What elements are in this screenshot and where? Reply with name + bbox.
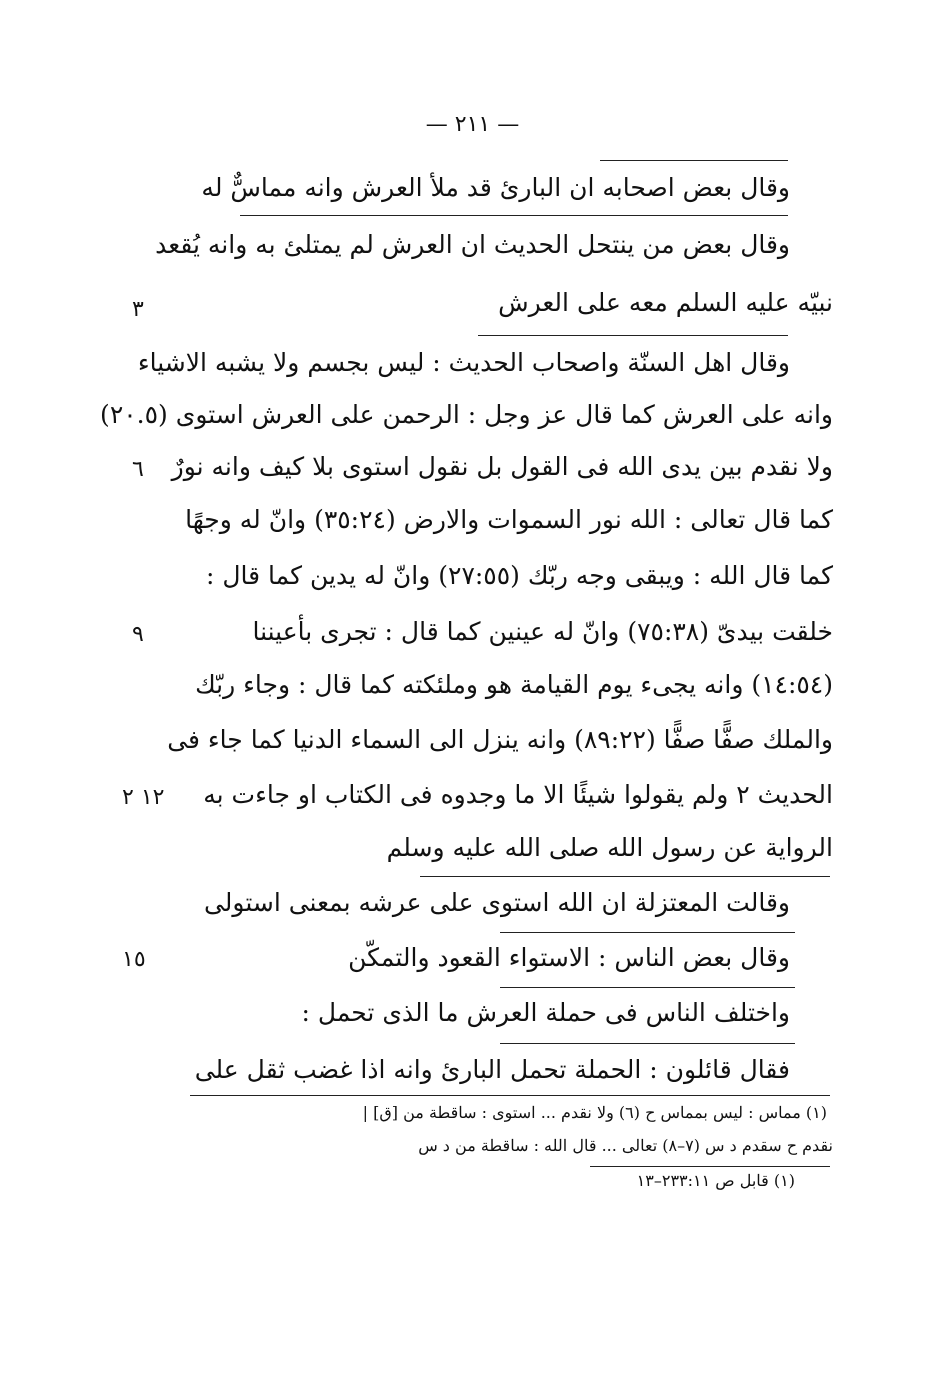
text-line: الحديث ٢ ولم يقولوا شيئًا الا ما وجدوه فى الكتاب او جاءت به xyxy=(203,780,833,809)
text-line: ولا نقدم بين يدى الله فى القول بل نقول استوى بلا كيف وانه نورٌ xyxy=(171,452,833,481)
paragraph-rule xyxy=(420,876,830,877)
margin-line-number: ٦ xyxy=(132,457,144,482)
margin-line-number: ١٥ xyxy=(122,947,146,972)
paragraph-rule xyxy=(500,932,795,933)
text-line: فقال قائلون : الحملة تحمل البارئ وانه اذا غضب ثقل على xyxy=(194,1055,790,1084)
paragraph-rule xyxy=(500,987,795,988)
paragraph-rule xyxy=(478,335,788,336)
margin-line-number: ٩ xyxy=(132,622,144,647)
footnote-rule xyxy=(590,1166,830,1167)
paragraph-rule xyxy=(240,215,788,216)
text-line: وقال بعض من ينتحل الحديث ان العرش لم يمتلئ به وانه يُقعد xyxy=(155,230,790,259)
text-line: نبيّه عليه السلم معه على العرش xyxy=(498,288,833,317)
text-line: وقال بعض الناس : الاستواء القعود والتمكّن xyxy=(348,943,790,972)
text-line: الرواية عن رسول الله صلى الله عليه وسلم xyxy=(386,833,833,862)
footnote-line: (١) قابل ص ٢٣٣:١١–١٣ xyxy=(636,1171,795,1190)
text-line: كما قال تعالى : الله نور السموات والارض (٣٥:٢٤) وانّ له وجهًا xyxy=(185,505,833,534)
text-line: كما قال الله : ويبقى وجه ربّك (٢٧:٥٥) وانّ له يدين كما قال : xyxy=(205,561,833,590)
text-line: وقال بعض اصحابه ان البارئ قد ملأ العرش وانه مماسٌّ له xyxy=(201,173,790,202)
paragraph-rule xyxy=(500,1043,795,1044)
text-line: خلقت بيدىّ (٧٥:٣٨) وانّ له عينين كما قال : تجرى بأعيننا xyxy=(252,617,833,646)
margin-line-number: ٣ xyxy=(132,297,144,322)
footnote-line: نقدم ح سقدم د س (٧–٨) تعالى ... قال الله : ساقطة من د س xyxy=(418,1136,833,1155)
text-line: وانه على العرش كما قال عز وجل : الرحمن على العرش استوى (٢٠.٥) xyxy=(100,400,833,429)
margin-line-number: ١٢ ٢ xyxy=(122,785,165,810)
text-line: واختلف الناس فى حملة العرش ما الذى تحمل : xyxy=(301,998,790,1027)
footnote-rule xyxy=(190,1095,830,1096)
text-line: (١٤:٥٤) وانه يجىء يوم القيامة هو وملئكته كما قال : وجاء ربّك xyxy=(195,670,833,699)
text-line: والملك صفًّا صفًّا (٨٩:٢٢) وانه ينزل الى السماء الدنيا كما جاء فى xyxy=(167,725,833,754)
text-line: وقالت المعتزلة ان الله استوى على عرشه بمعنى استولى xyxy=(203,888,790,917)
paragraph-rule xyxy=(600,160,788,161)
page-number: — ٢١١ — xyxy=(425,112,520,137)
footnote-line: (١) مماس : ليس بمماس ح (٦) ولا نقدم ... استوى : ساقطة من [ق] | xyxy=(362,1103,827,1122)
text-line: وقال اهل السنّة واصحاب الحديث : ليس بجسم ولا يشبه الاشياء xyxy=(137,348,790,377)
